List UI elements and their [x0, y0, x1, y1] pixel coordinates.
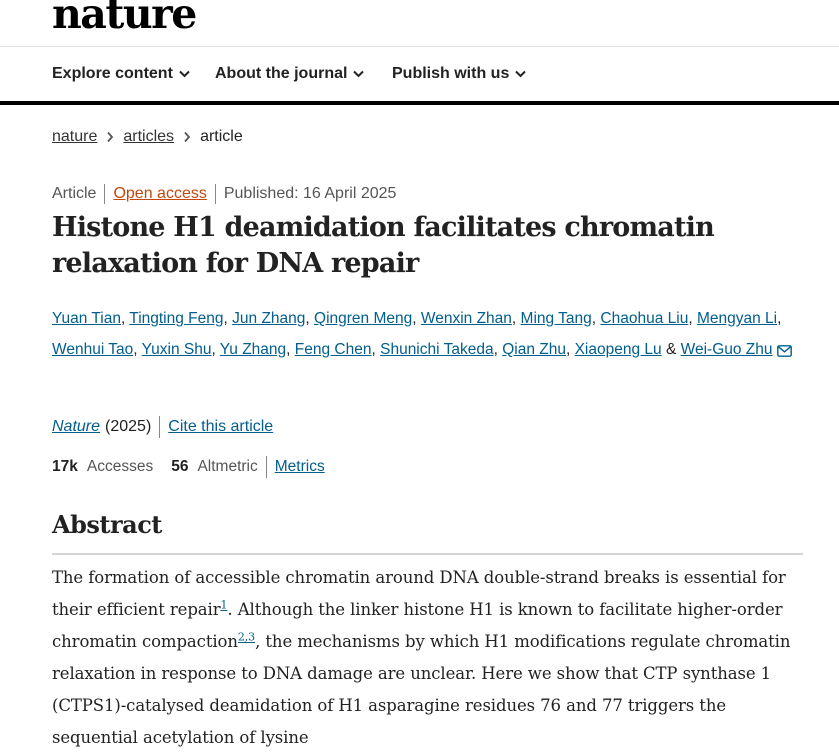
article-type: Article	[52, 185, 97, 202]
author-link[interactable]: Yuan Tian	[52, 310, 121, 327]
nav-explore-content[interactable]	[52, 65, 190, 83]
breadcrumb-nature[interactable]: nature	[52, 128, 98, 145]
chevron-right-icon	[106, 131, 114, 143]
nav-about-journal-label: About the journal	[215, 65, 348, 82]
abstract-segment: . Although the linker histone H1 is known to facilitate higher-order chromatin compaction	[52, 600, 783, 651]
chevron-down-icon	[515, 70, 526, 78]
author-link[interactable]: Ming Tang	[520, 310, 592, 327]
divider	[159, 416, 160, 438]
abstract-segment: , the mechanisms by which H1 modifications regulate chromatin relaxation in response to DNA damage are unclear. Here we show that CTP synthase 1 (CTPS1)-catalysed deamidation of H1 asparagine residues 76 and 77 triggers the sequential acetylation of lysine	[52, 632, 791, 747]
reference-link[interactable]: 1	[220, 598, 228, 612]
breadcrumb-articles[interactable]: articles	[123, 128, 175, 145]
author-link[interactable]: Shunichi Takeda	[380, 341, 494, 358]
chevron-down-icon	[353, 70, 364, 78]
author-link[interactable]: Chaohua Liu	[600, 310, 689, 327]
breadcrumb-current: article	[200, 128, 243, 145]
author-link[interactable]: Qian Zhu	[502, 341, 566, 358]
author-link[interactable]: Qingren Meng	[314, 310, 413, 327]
author-link[interactable]: Yu Zhang	[219, 341, 287, 358]
cite-article-link[interactable]: Cite this article	[168, 418, 274, 435]
main-nav	[0, 47, 839, 105]
author-link[interactable]: Mengyan Li	[696, 310, 778, 327]
chevron-right-icon	[183, 131, 191, 143]
author-link[interactable]: Yuxin Shu	[141, 341, 212, 358]
published-date: Published: 16 April 2025	[223, 185, 397, 202]
article-title: Histone H1 deamidation facilitates chromatin relaxation for DNA repair	[52, 212, 714, 279]
section-divider	[52, 553, 803, 555]
accesses-label: Accesses	[86, 458, 154, 475]
publication-year: (2025)	[105, 418, 152, 435]
nav-publish-with-us-label: Publish with us	[392, 65, 510, 82]
author-link[interactable]: Wenhui Tao	[52, 341, 134, 358]
divider	[215, 184, 216, 204]
altmetric-count: 56	[171, 458, 189, 475]
site-header	[0, 0, 839, 47]
breadcrumb	[52, 128, 243, 146]
citation-line	[52, 416, 273, 438]
author-link[interactable]: Wenxin Zhan	[420, 310, 512, 327]
author-link[interactable]: Feng Chen	[294, 341, 372, 358]
nature-logo[interactable]: nature	[52, 0, 196, 38]
article-metrics	[52, 456, 325, 478]
mail-icon[interactable]	[777, 337, 792, 368]
abstract-text	[52, 562, 812, 754]
divider	[266, 456, 267, 478]
nav-explore-content-label: Explore content	[52, 65, 173, 82]
open-access-link[interactable]: Open access	[113, 185, 207, 202]
article-meta	[52, 184, 396, 204]
nav-about-journal[interactable]	[215, 65, 364, 83]
author-conjunction: &	[665, 341, 677, 358]
abstract-heading: Abstract	[52, 510, 162, 539]
author-link[interactable]: Tingting Feng	[129, 310, 224, 327]
author-link-corresponding[interactable]: Wei-Guo Zhu	[680, 341, 773, 358]
chevron-down-icon	[179, 70, 190, 78]
abstract-segment: The formation of accessible chromatin around DNA double-strand breaks is essential for their efficient repair	[52, 568, 786, 619]
author-link[interactable]: Xiaopeng Lu	[574, 341, 662, 358]
author-link[interactable]: Jun Zhang	[232, 310, 306, 327]
altmetric-label: Altmetric	[197, 458, 258, 475]
nav-publish-with-us[interactable]	[392, 65, 526, 83]
journal-link[interactable]: Nature	[52, 418, 101, 435]
reference-link[interactable]: 2,3	[237, 630, 256, 644]
author-list: Yuan Tian, Tingting Feng, Jun Zhang, Qingren Meng, Wenxin Zhan, Ming Tang, Chaohua Liu, Mengyan Li, Wenhui Tao, Yuxin Shu, Yu Zhang, Feng Chen, Shunichi Takeda, Qian Zhu, Xiaopeng Lu & Wei-Guo Zhu	[52, 303, 812, 368]
accesses-count: 17k	[52, 458, 78, 475]
metrics-link[interactable]: Metrics	[274, 458, 325, 475]
divider	[104, 184, 105, 204]
